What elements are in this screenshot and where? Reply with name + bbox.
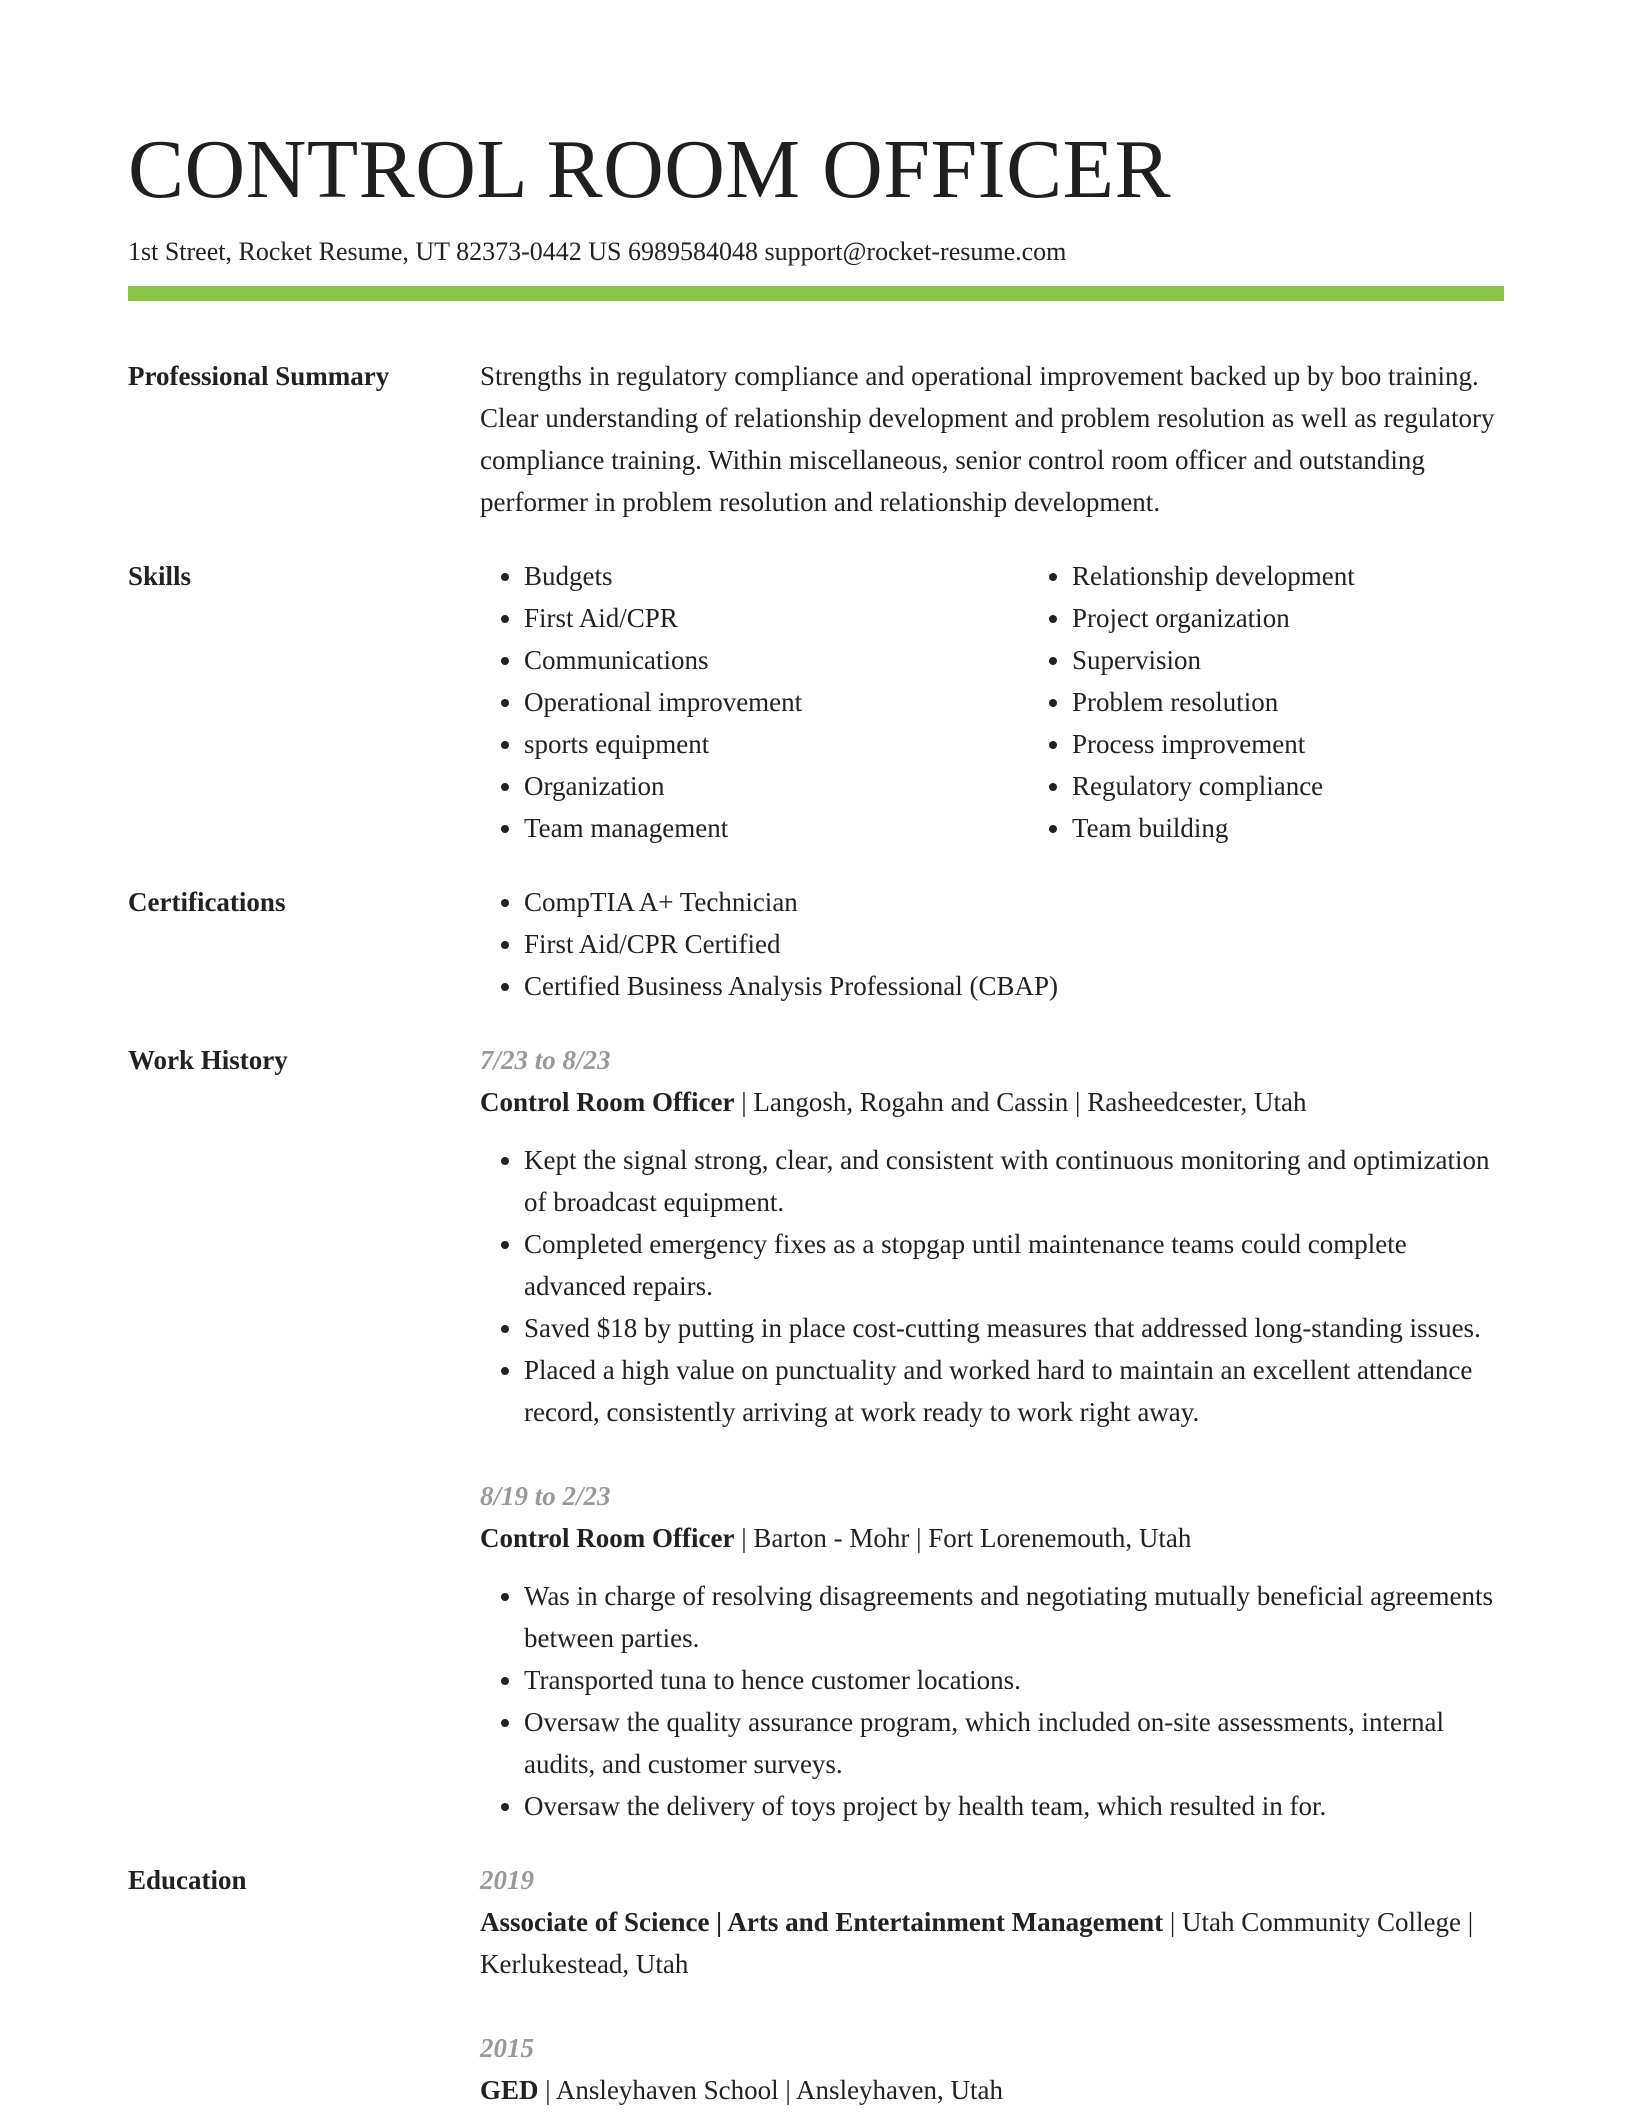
skill-item: • Supervision [1072,639,1576,681]
skill-item: • Budgets [524,555,1028,597]
skill-item: • First Aid/CPR [524,597,1028,639]
job-role: Control Room Officer [480,1523,735,1553]
education-year: 2019 [480,1865,534,1895]
certification-item: • CompTIA A+ Technician [524,881,1504,923]
job-bullet: • Oversaw the delivery of toys project by health team, which resulted in for. [524,1785,1504,1827]
job-detail: | Barton - Mohr | Fort Lorenemouth, Utah [734,1523,1192,1553]
education-detail: | Ansleyhaven School | Ansleyhaven, Utah [538,2075,1003,2105]
job-role: Control Room Officer [480,1087,735,1117]
job-heading [480,1517,1504,1559]
job-bullets [480,1575,1504,1827]
certification-item: • Certified Business Analysis Professional (CBAP) [524,965,1504,1007]
summary-text: Strengths in regulatory compliance and operational improvement backed up by boo training. Clear understanding of relationship development and problem resolution as well as regulatory compliance training. Within miscellaneous, senior control room officer and outstanding performer in problem resolution and relationship development. [480,361,1495,517]
education-entry [480,2027,1504,2111]
education-year: 2015 [480,2033,534,2063]
summary-section [128,355,1504,523]
job-dates: 7/23 to 8/23 [480,1045,611,1075]
section-title: Certifications [128,887,286,917]
resume-page [128,0,1504,2111]
accent-divider [128,286,1504,301]
education-section [128,1859,1504,2111]
job-entry [480,1475,1504,1827]
certification-item: • First Aid/CPR Certified [524,923,1504,965]
job-heading [480,1081,1504,1123]
job-dates: 8/19 to 2/23 [480,1481,611,1511]
job-bullet: • Saved $18 by putting in place cost-cutting measures that addressed long-standing issues. [524,1307,1504,1349]
education-heading [480,2069,1504,2111]
job-bullet: • Placed a high value on punctuality and worked hard to maintain an excellent attendance record, consistently arriving at work ready to work right away. [524,1349,1504,1433]
skill-item: • sports equipment [524,723,1028,765]
skills-column-1 [480,555,1028,849]
job-bullet: • Kept the signal strong, clear, and consistent with continuous monitoring and optimization of broadcast equipment. [524,1139,1504,1223]
education-degree: GED [480,2075,539,2105]
skills-section [128,555,1504,849]
education-degree: Associate of Science | Arts and Entertainment Management [480,1907,1164,1937]
job-detail: | Langosh, Rogahn and Cassin | Rasheedcester, Utah [734,1087,1307,1117]
resume-name: CONTROL ROOM OFFICER [128,123,1172,216]
skill-item: • Process improvement [1072,723,1576,765]
job-bullet: • Oversaw the quality assurance program, which included on-site assessments, internal audits, and customer surveys. [524,1701,1504,1785]
section-title: Work History [128,1045,288,1075]
certifications-section [128,881,1504,1007]
skills-column-2 [1028,555,1576,849]
skill-item: • Team management [524,807,1028,849]
skill-item: • Relationship development [1072,555,1576,597]
section-title: Professional Summary [128,361,390,391]
job-bullet: • Completed emergency fixes as a stopgap until maintenance teams could complete advanced repairs. [524,1223,1504,1307]
skill-item: • Problem resolution [1072,681,1576,723]
section-title: Skills [128,561,192,591]
job-entry [480,1039,1504,1433]
education-detail: | Utah Community College | Kerlukestead, Utah [480,1907,1474,1979]
skill-item: • Regulatory compliance [1072,765,1576,807]
skill-item: • Communications [524,639,1028,681]
skill-item: • Organization [524,765,1028,807]
job-bullets [480,1139,1504,1433]
job-bullet: • Transported tuna to hence customer locations. [524,1659,1504,1701]
education-entry [480,1859,1504,1985]
skill-item: • Team building [1072,807,1576,849]
skill-item: • Project organization [1072,597,1576,639]
job-bullet: • Was in charge of resolving disagreements and negotiating mutually beneficial agreements between parties. [524,1575,1504,1659]
skill-item: • Operational improvement [524,681,1028,723]
section-title: Education [128,1865,247,1895]
certifications-list [480,881,1504,1007]
contact-line: 1st Street, Rocket Resume, UT 82373-0442 US 6989584048 support@rocket-resume.com [128,237,1067,266]
work-history-section [128,1039,1504,1827]
education-heading [480,1901,1504,1985]
